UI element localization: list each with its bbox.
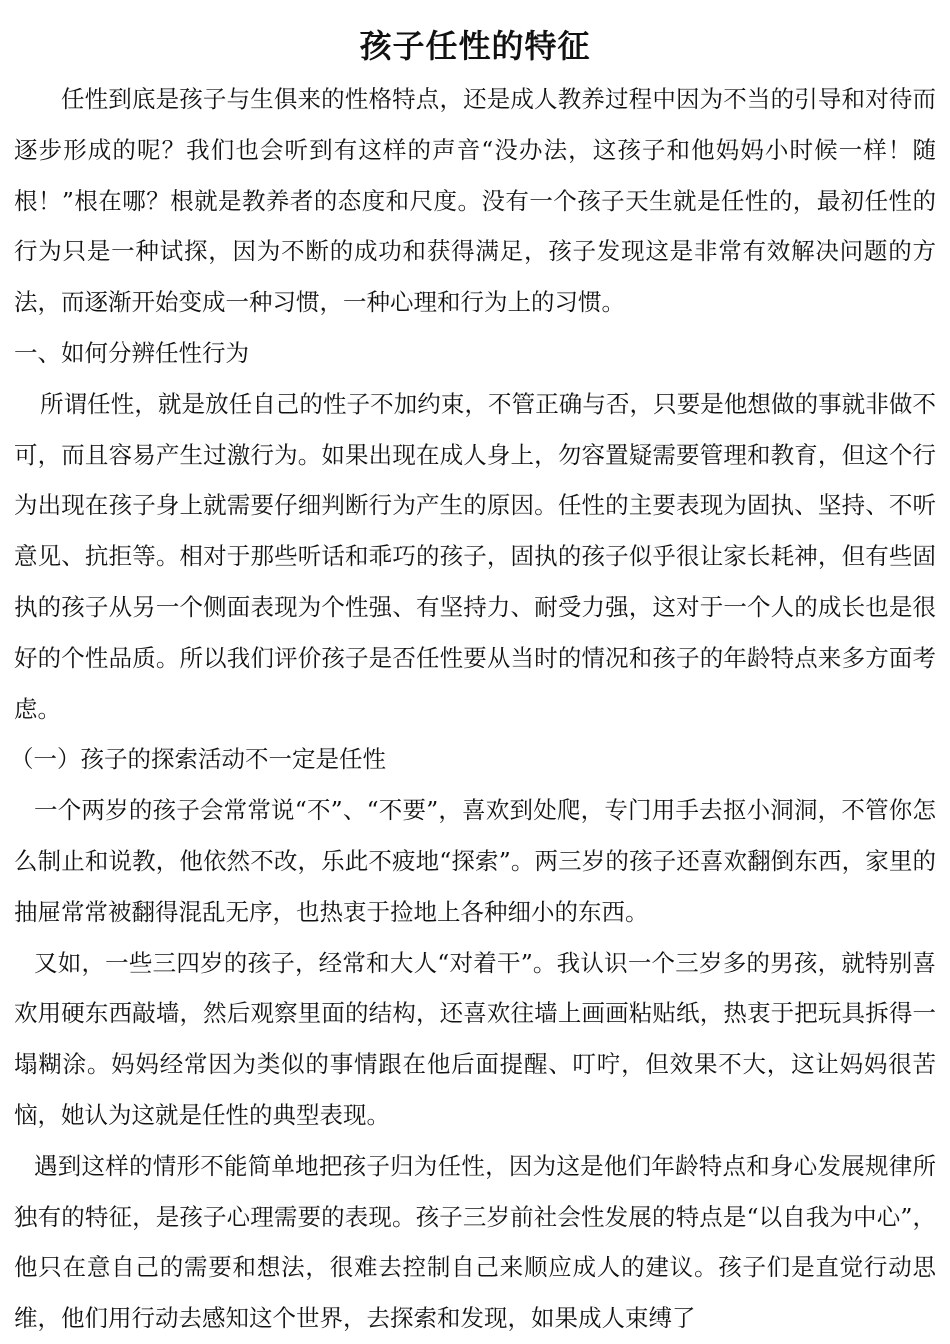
paragraph-two-year-old: 一个两岁的孩子会常常说“不”、“不要”，喜欢到处爬，专门用手去抠小洞洞，不管你怎么制止和说教，他依然不改，乐此不疲地“探索”。两三岁的孩子还喜欢翻倒东西，家里的抽屉常常被翻得混乱无序，也热衷于捡地上各种细小的东西。 — [14, 796, 936, 926]
paragraph-intro: 任性到底是孩子与生俱来的性格特点，还是成人教养过程中因为不当的引导和对待而逐步形成的呢？我们也会听到有这样的声音“没办法，这孩子和他妈妈小时候一样！随根！”根在哪？根就是教养者的态度和尺度。没有一个孩子天生就是任性的，最初任性的行为只是一种试探，因为不断的成功和获得满足，孩子发现这是非常有效解决问题的方法，而逐渐开始变成一种习惯，一种心理和行为上的习惯。 — [14, 85, 936, 317]
subsection-heading-1: （一）孩子的探索活动不一定是任性 — [10, 745, 386, 774]
document-title: 孩子任性的特征 — [359, 27, 591, 65]
section-heading-1: 一、如何分辨任性行为 — [14, 338, 249, 367]
paragraph-three-four-year-old: 又如，一些三四岁的孩子，经常和大人“对着干”。我认识一个三岁多的男孩，就特别喜欢用硬东西敲墙，然后观察里面的结构，还喜欢往墙上画画粘贴纸，热衷于把玩具拆得一塌糊涂。妈妈经常因为类似的事情跟在他后面提醒、叮咛，但效果不大，这让妈妈很苦恼，她认为这就是任性的典型表现。 — [14, 948, 936, 1129]
paragraph-explanation: 遇到这样的情形不能简单地把孩子归为任性，因为这是他们年龄特点和身心发展规律所独有的特征，是孩子心理需要的表现。孩子三岁前社会性发展的特点是“以自我为中心”，他只在意自己的需要和想法，很难去控制自己来顺应成人的建议。孩子们是直觉行动思维，他们用行动去感知这个世界，去探索和发现，如果成人束缚了 — [14, 1151, 936, 1333]
paragraph-definition: 所谓任性，就是放任自己的性子不加约束，不管正确与否，只要是他想做的事就非做不可，而且容易产生过激行为。如果出现在成人身上，勿容置疑需要管理和教育，但这个行为出现在孩子身上就需要仔细判断行为产生的原因。任性的主要表现为固执、坚持、不听意见、抗拒等。相对于那些听话和乖巧的孩子，固执的孩子似乎很让家长耗神，但有些固执的孩子从另一个侧面表现为个性强、有坚持力、耐受力强，这对于一个人的成长也是很好的个性品质。所以我们评价孩子是否任性要从当时的情况和孩子的年龄特点来多方面考虑。 — [14, 389, 936, 723]
